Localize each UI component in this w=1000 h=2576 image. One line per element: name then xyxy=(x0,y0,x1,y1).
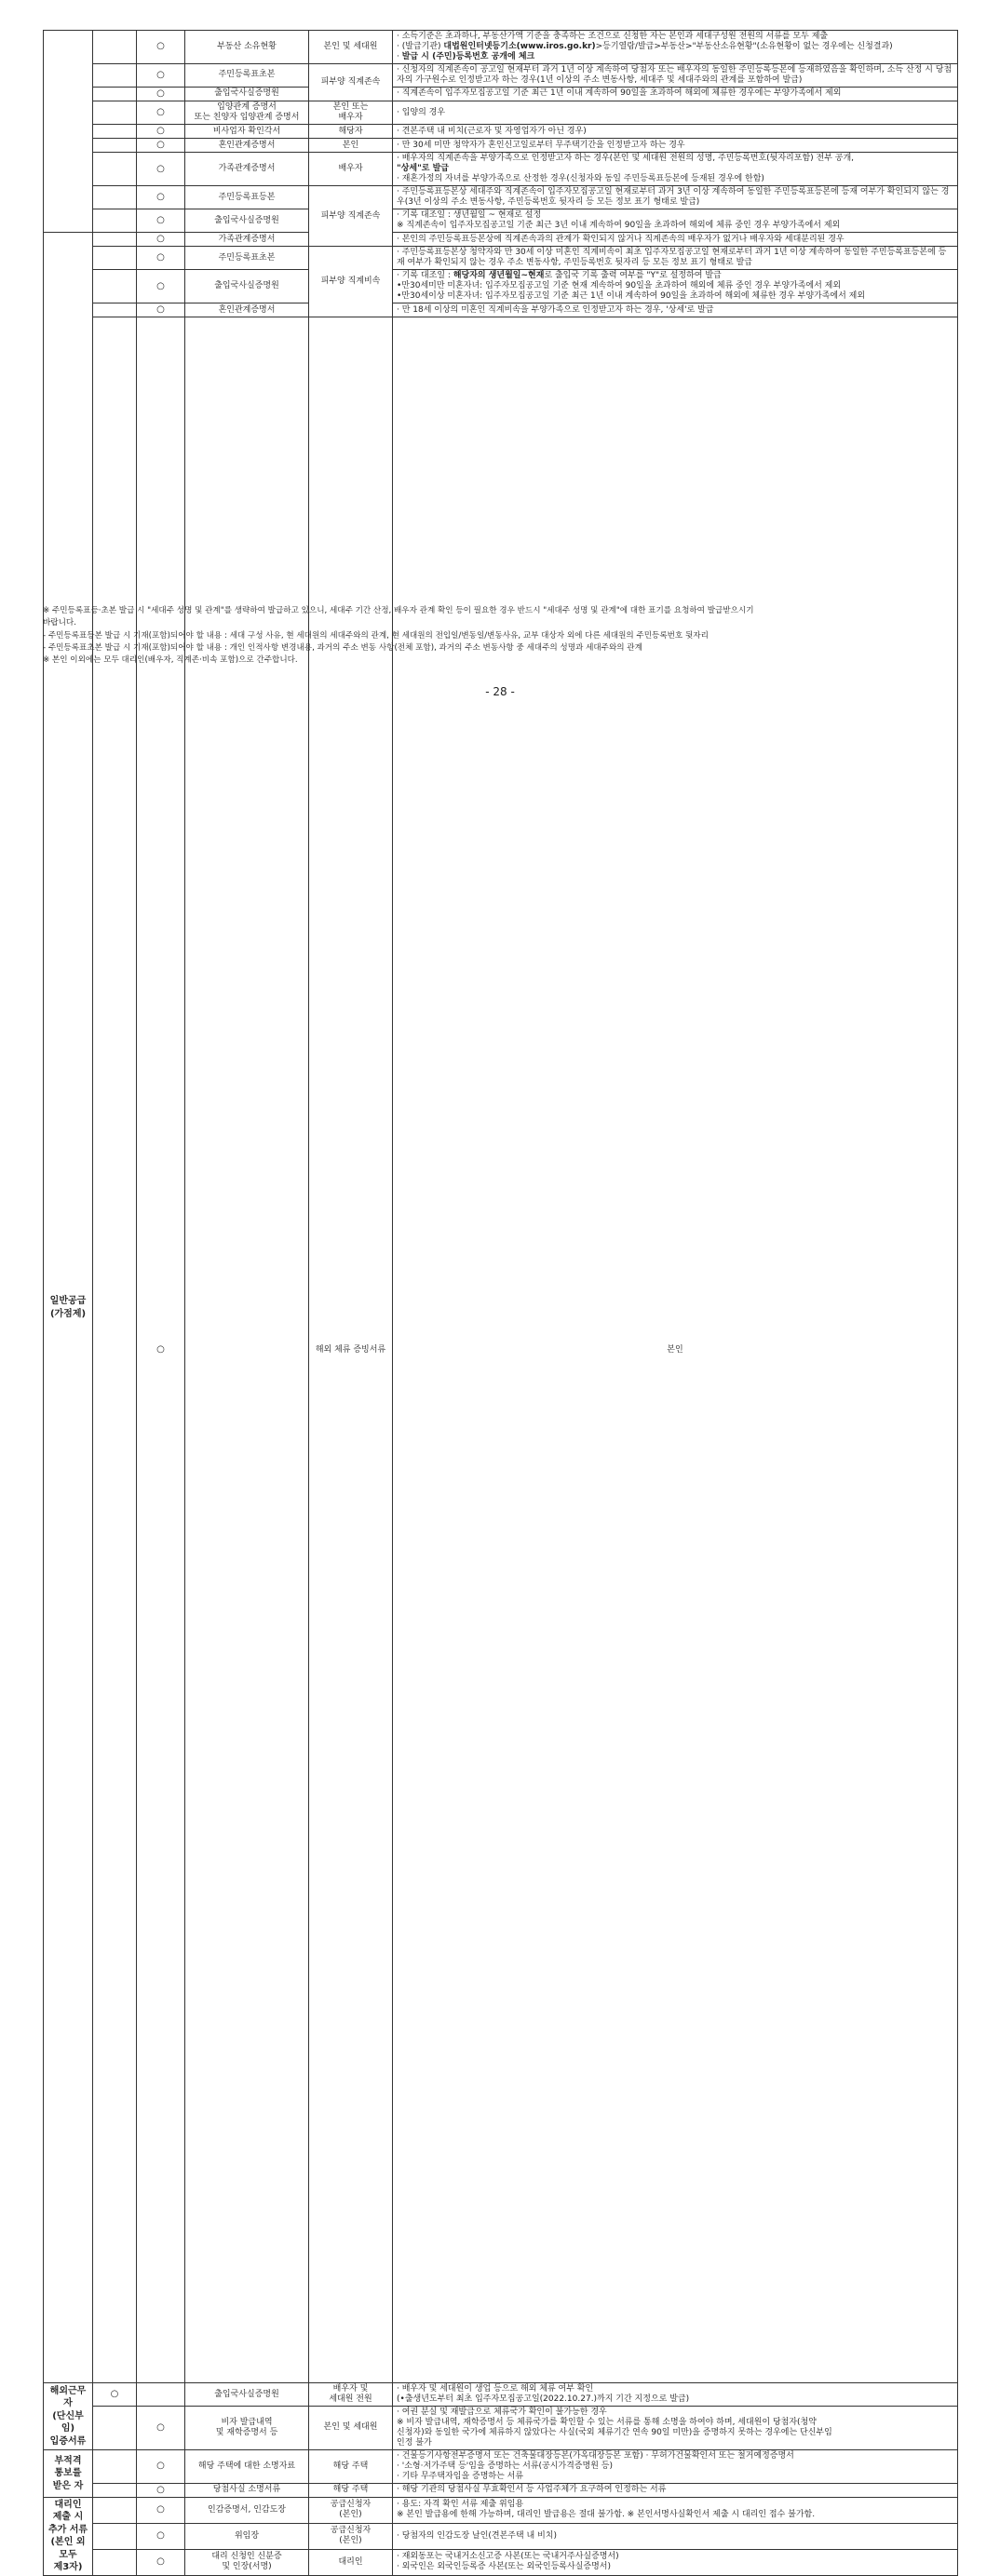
notes-cell xyxy=(393,87,958,101)
note-line: · 만 30세 미만 청약자가 혼인신고일로부터 무주택기간을 인정받고자 하는 경우 xyxy=(397,140,685,150)
required-mark: ○ xyxy=(137,124,185,138)
blank-cell xyxy=(93,209,137,233)
required-mark: ○ xyxy=(137,2549,185,2575)
document-name: 해당 주택에 대한 소명자료 xyxy=(185,2449,309,2483)
required-mark: ○ xyxy=(137,247,185,270)
issuing-subject: 공급신청자 (본인) xyxy=(309,2523,393,2549)
note-line: ※ 본인 발급용에 한해 가능하며, 대리인 발급용은 절대 불가함. ※ 본인서명사실확인서 제출 시 대리인 접수 불가함. xyxy=(397,2510,816,2520)
document-name: 주민등록표초본 xyxy=(185,247,309,270)
note-line: (•출생년도부터 최초 입주자모집공고일(2022.10.27.)까지 기간 지정으로 발급) xyxy=(397,2394,690,2404)
note-line: · 재외동포는 국내거소신고증 사본(또는 국내거주사실증명서) xyxy=(397,2552,619,2562)
table-row xyxy=(44,233,958,247)
notes-cell xyxy=(393,233,958,247)
note-line: · 본인의 주민등록표등본상에 직계존속과의 관계가 확인되지 않거나 직계존속의 배우자가 없거나 배우자와 세대분리된 경우 xyxy=(397,234,845,244)
required-mark: ○ xyxy=(137,139,185,153)
required-mark: ○ xyxy=(137,87,185,101)
notes-cell xyxy=(393,124,958,138)
table-row xyxy=(44,2549,958,2575)
issuing-subject: 배우자 및 세대원 전원 xyxy=(309,2383,393,2407)
issuing-subject: 공급신청자 (본인) xyxy=(309,2497,393,2523)
note-line: · 기록 대조일 : 해당자의 생년월일~현재로 출입국 기록 출력 여부를 "Y"로 설정하여 발급 xyxy=(397,271,722,281)
blank-cell xyxy=(93,31,137,64)
table-row xyxy=(44,63,958,87)
table-row xyxy=(44,186,958,209)
issuing-subject: 본인 및 세대원 xyxy=(309,31,393,64)
supply-type-cell: 부적격 통보를 받은 자 xyxy=(44,2449,93,2497)
table-row xyxy=(44,101,958,125)
note-line: · 재혼가정의 자녀를 부양가족으로 산정한 경우(신청자와 동일 주민등록표등본에 등재된 경우에 한함) xyxy=(397,174,764,184)
blank-cell xyxy=(93,87,137,101)
required-mark: ○ xyxy=(137,101,185,125)
note-line: · 기타 무주택자임을 증명하는 서류 xyxy=(397,2471,524,2481)
issuing-subject: 본인 및 세대원 xyxy=(309,2406,393,2449)
notes-cell xyxy=(393,139,958,153)
note-line: · 주민등록표등본상 청약자와 만 30세 이상 미혼인 직계비속이 최초 입주자모집공고일 현재로부터 과거 1년 이상 계속하여 동일한 주민등록표등본에 등재 여부가 확인되지 않는 경우 주소 변동사항, 주민등록번호 뒷자리 등 모든 정보 표기 형태로 발급 xyxy=(397,248,947,268)
issuing-subject: 본인 xyxy=(393,317,958,2383)
required-mark: ○ xyxy=(137,2497,185,2523)
note-line: 인정 불가 xyxy=(397,2437,432,2448)
required-mark: ○ xyxy=(137,270,185,303)
table-row xyxy=(44,209,958,233)
document-name: 대리 신청인 신분증 및 인장(서명) xyxy=(185,2549,309,2575)
blank-cell xyxy=(93,2549,137,2575)
document-name: 해외 체류 증빙서류 xyxy=(309,317,393,2383)
blank-cell xyxy=(93,63,137,87)
table-row xyxy=(44,303,958,317)
blank-cell xyxy=(93,270,137,303)
document-name: 위임장 xyxy=(185,2523,309,2549)
document-name: 출입국사실증명원 xyxy=(185,270,309,303)
table-row xyxy=(44,2483,958,2497)
note-line: "상세"로 발급 xyxy=(397,164,449,174)
table-row xyxy=(44,2449,958,2483)
document-name: 출입국사실증명원 xyxy=(185,2383,309,2407)
note-line: · 배우자의 직계존속을 부양가족으로 인정받고자 하는 경우(본인 및 세대원 전원의 성명, 주민등록번호(뒷자리포함) 전부 공개, xyxy=(397,154,855,164)
blank-cell xyxy=(93,139,137,153)
document-name: 출입국사실증명원 xyxy=(185,209,309,233)
blank-cell xyxy=(93,153,137,186)
notes-cell xyxy=(393,303,958,317)
footnote-line: - 주민등록표등본 발급 시 기재(포함)되어야 할 내용 : 세대 구성 사유, 현 세대원의 세대주와의 관계, 현 세대원의 전입일/변동일/변동사유, 교부 대상자 외에 다른 세대원의 주민등록번호 뒷자리 xyxy=(43,630,709,641)
required-mark: ○ xyxy=(137,2523,185,2549)
blank-cell xyxy=(93,303,137,317)
notes-cell xyxy=(393,153,958,186)
required-mark: ○ xyxy=(93,2383,137,2407)
document-name: 주민등록표초본 xyxy=(185,63,309,87)
footnote-line: - 주민등록표초본 발급 시 기재(포함)되어야 할 내용 : 개인 인적사항 변경내용, 과거의 주소 변동 사항(전체 포함), 과거의 주소 변동사항 중 세대주의 성명과 세대주와의 관계 xyxy=(43,642,642,653)
issuing-subject: 해당 주택 xyxy=(309,2483,393,2497)
blank-cell xyxy=(93,2497,137,2523)
blank-cell xyxy=(93,2449,137,2483)
note-line: · 여권 분실 및 재발급으로 체류국가 확인이 불가능한 경우 xyxy=(397,2407,607,2417)
document-name: 가족관계증명서 xyxy=(185,233,309,247)
note-line: · 해당 기관의 당첨사실 무효확인서 등 사업주체가 요구하여 인정하는 서류 xyxy=(397,2485,667,2495)
note-line: · 배우자 및 세대원이 생업 등으로 해외 체류 여부 확인 xyxy=(397,2384,594,2394)
note-line: · 당첨자의 인감도장 날인(견본주택 내 비치) xyxy=(397,2530,557,2541)
document-name: 주민등록표등본 xyxy=(185,186,309,209)
blank-cell xyxy=(137,2383,185,2407)
issuing-subject: 본인 xyxy=(309,139,393,153)
document-name: 당첨사실 소명서류 xyxy=(185,2483,309,2497)
required-mark: ○ xyxy=(137,186,185,209)
footnote-line: ※ 주민등록표등·초본 발급 시 "세대주 성명 및 관계"를 생략하여 발급하고 있으니, 세대주 기간 산정, 배우자 관계 확인 등이 필요한 경우 반드시 "세대주 성명 및 관계"에 대한 표기를 요청하여 발급받으시기 xyxy=(43,606,754,615)
required-mark: ○ xyxy=(137,317,185,2383)
document-name: 입양관계 증명서 또는 친양자 입양관계 증명서 xyxy=(185,101,309,125)
note-line: · 소득기준은 초과하나, 부동산가액 기준을 충족하는 조건으로 신청한 자는 본인과 세대구성원 전원의 서류를 모두 제출 xyxy=(397,32,829,41)
supply-type-cell xyxy=(44,31,93,233)
notes-cell xyxy=(393,2383,958,2407)
note-line: · 발급 시 (주민)등록번호 공개에 체크 xyxy=(397,51,535,61)
footnotes xyxy=(43,605,965,668)
table-row xyxy=(44,87,958,101)
footnote-line: 바랍니다. xyxy=(43,618,76,628)
note-line: 신청자)와 동일한 국가에 체류하지 않았다는 사실(국외 체류기간 연속 90일 미만)을 증명하지 못하는 경우에는 단신부임 xyxy=(397,2427,832,2437)
note-line: ※ 비자 발급내역, 재학증명서 등 체류국가를 확인할 수 있는 서류를 통해 소명을 하여야 하며, 세대원이 당첨자(청약 xyxy=(397,2417,817,2427)
table-row xyxy=(44,247,958,270)
table-row xyxy=(44,2523,958,2549)
note-line: · 건물등기사항전부증명서 또는 건축물대장등본(가옥대장등본 포함) · 무허가건물확인서 또는 철거예정증명서 xyxy=(397,2450,794,2461)
table-row xyxy=(44,2406,958,2449)
issuing-subject: 대리인 xyxy=(309,2549,393,2575)
document-name: 부동산 소유현황 xyxy=(185,31,309,64)
note-line: •만30세이상 미혼자녀: 입주자모집공고일 기준 최근 1년 이내 계속하여 90일을 초과하여 해외에 체류한 경우 부양가족에서 제외 xyxy=(397,291,866,302)
note-line: · 외국인은 외국인등록증 사본(또는 외국인등록사실증명서) xyxy=(397,2562,611,2572)
table-row xyxy=(44,31,958,64)
note-line: · 견본주택 내 비치(근로자 및 자영업자가 아닌 경우) xyxy=(397,126,587,136)
note-line: · 용도: 자격 확인 서류 제출 위임용 xyxy=(397,2500,524,2510)
blank-cell xyxy=(93,101,137,125)
required-mark: ○ xyxy=(137,2449,185,2483)
document-name: 혼인관계증명서 xyxy=(185,303,309,317)
notes-cell xyxy=(393,63,958,87)
note-line: · 입양의 경우 xyxy=(397,107,446,117)
blank-cell xyxy=(93,247,137,270)
note-line: · (발급기관) 대법원인터넷등기소(www.iros.go.kr)>등기열람/발급>부동산>"부동산소유현황"(소유현황이 없는 경우에는 신청결과) xyxy=(397,41,893,51)
note-line: · 신청자의 직계존속이 공고일 현재부터 과거 1년 이상 계속하여 당첨자 또는 배우자의 동일한 주민등록등본에 등재하였음을 확인하며, 소득 산정 시 당첨자의 가구원수로 인정받고자 하는 경우(1년 이상의 주소 변동사항, 세대주 및 세대주와의 관계를 포함하여 발급) xyxy=(397,64,953,85)
note-line: · 주민등록표등본상 세대주와 직계존속이 입주자모집공고일 현재로부터 과거 3년 이상 계속하여 동일한 주민등록표등본에 등재 여부가 확인되지 않는 경우(3년 이상의 주소 변동사항, 주민등록번호 뒷자리 등 모든 정보 표기 형태로 발급) xyxy=(397,187,950,208)
table-row xyxy=(44,270,958,303)
document-name: 비사업자 확인각서 xyxy=(185,124,309,138)
blank-cell xyxy=(93,124,137,138)
notes-cell xyxy=(393,186,958,209)
document-name: 가족관계증명서 xyxy=(185,153,309,186)
notes-cell xyxy=(393,2406,958,2449)
required-mark: ○ xyxy=(137,2406,185,2449)
issuing-subject: 피부양 직계존속 xyxy=(309,186,393,247)
issuing-subject: 피부양 직계비속 xyxy=(309,247,393,317)
required-mark: ○ xyxy=(137,63,185,87)
table-row xyxy=(44,124,958,138)
required-mark: ○ xyxy=(137,153,185,186)
notes-cell xyxy=(393,31,958,64)
notes-cell xyxy=(393,2549,958,2575)
issuing-subject: 해당자 xyxy=(309,124,393,138)
document-name: 인감증명서, 인감도장 xyxy=(185,2497,309,2523)
document-name: 혼인관계증명서 xyxy=(185,139,309,153)
note-line: · '소형·저가주택 등'임을 증명하는 서류(공시가격증명원 등) xyxy=(397,2461,613,2471)
note-line: · 기록 대조일 : 생년월일 ~ 현재로 설정 xyxy=(397,210,542,221)
required-mark: ○ xyxy=(137,303,185,317)
issuing-subject: 배우자 xyxy=(309,153,393,186)
required-mark: ○ xyxy=(137,31,185,64)
footnote-line: ※ 본인 이외에는 모두 대리인(배우자, 직계존·비속 포함)으로 간주합니다. xyxy=(43,655,298,666)
notes-cell xyxy=(393,247,958,270)
document-name: 비자 발급내역 및 재학증명서 등 xyxy=(185,2406,309,2449)
note-line: •만30세미만 미혼자녀: 입주자모집공고일 기준 현재 계속하여 90일을 초과하여 해외에 체류 중인 경우 부양가족에서 제외 xyxy=(397,281,842,291)
supply-type-cell: 해외근무자 (단신부임) 입증서류 xyxy=(44,2383,93,2450)
supply-type-cell: 일반공급 (가점제) xyxy=(44,233,93,2383)
note-line: · 만 18세 이상의 미혼인 직계비속을 부양가족으로 인정받고자 하는 경우, '상세'로 발급 xyxy=(397,304,714,315)
blank-cell xyxy=(93,233,137,247)
notes-cell xyxy=(393,101,958,125)
notes-cell xyxy=(393,2449,958,2483)
notes-cell xyxy=(393,209,958,233)
notes-cell xyxy=(393,270,958,303)
blank-cell xyxy=(93,186,137,209)
issuing-subject: 피부양 직계존속 xyxy=(309,63,393,101)
notes-cell xyxy=(393,2497,958,2523)
notes-cell xyxy=(393,2523,958,2549)
page-number: - 28 - xyxy=(485,685,515,698)
table-row xyxy=(44,2497,958,2523)
issuing-subject: 해당 주택 xyxy=(309,2449,393,2483)
blank-cell xyxy=(93,2483,137,2497)
required-mark: ○ xyxy=(137,2483,185,2497)
issuing-subject: 본인 또는 배우자 xyxy=(309,101,393,125)
table-row xyxy=(44,2383,958,2407)
note-line: · 직계존속이 입주자모집공고일 기준 최근 1년 이내 계속하여 90일을 초과하여 해외에 체류한 경우에는 부양가족에서 제외 xyxy=(397,88,842,99)
document-name: 출입국사실증명원 xyxy=(185,87,309,101)
table-row xyxy=(44,153,958,186)
required-mark: ○ xyxy=(137,209,185,233)
supply-type-cell: 대리인 제출 시 추가 서류 (본인 외 모두 제3자) xyxy=(44,2497,93,2575)
table-row xyxy=(44,139,958,153)
note-line: ※ 직계존속이 입주자모집공고일 기준 최근 3년 이내 계속하여 90일을 초과하여 해외에 체류 중인 경우 부양가족에서 제외 xyxy=(397,221,841,231)
required-mark: ○ xyxy=(137,233,185,247)
notes-cell xyxy=(393,2483,958,2497)
blank-cell xyxy=(93,2523,137,2549)
document-table xyxy=(43,30,958,2576)
blank-cell xyxy=(93,2406,137,2449)
